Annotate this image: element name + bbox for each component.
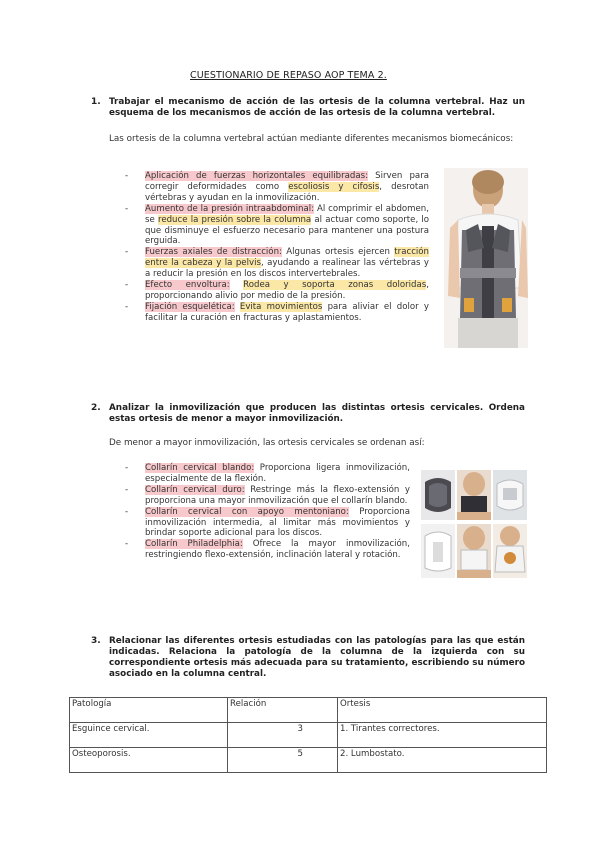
table-header-row <box>70 698 547 723</box>
list-item: - Fijación esquelética: Evita movimientos para aliviar el dolor y facilitar la curación en fracturas y aplastamientos. <box>125 301 429 323</box>
relation-table <box>69 697 547 773</box>
header-ortesis: Ortesis <box>338 698 547 723</box>
cell-relacion[interactable]: 3 <box>228 723 338 748</box>
question-2-list <box>125 463 410 561</box>
question-1-number: 1. <box>91 97 101 107</box>
header-patologia: Patología <box>70 698 228 723</box>
list-item: - Collarín cervical blando: Proporciona ligera inmovilización, especialmente de la flexión. <box>125 463 410 484</box>
list-item: - Aumento de la presión intraabdominal: Al comprimir el abdomen, se reduce la presión sobre la columna al actuar como soporte, lo que disminuye el esfuerzo necesario para mantener una postura erguida. <box>125 203 430 247</box>
question-1-text: Trabajar el mecanismo de acción de las ortesis de la columna vertebral. Haz un esquema de los mecanismos de acción de las ortesis de la columna vertebral. <box>109 97 525 118</box>
question-1-intro: Las ortesis de la columna vertebral actúan mediante diferentes mecanismos biomecánicos: <box>109 134 514 144</box>
spinal-brace-photo <box>444 168 528 348</box>
table-row <box>70 748 547 773</box>
list-item: - Efecto envoltura: Rodea y soporta zonas doloridas, proporcionando alivio por medio de la presión. <box>125 280 429 301</box>
cell-ortesis: 2. Lumbostato. <box>338 748 547 773</box>
question-1-list <box>125 171 430 324</box>
list-item: - Fuerzas axiales de distracción: Algunas ortesis ejercen tracción entre la cabeza y la pelvis, ayudando a realinear las vértebras y a reducir la presión en los discos intervertebrales. <box>125 247 430 280</box>
cell-patologia: Esguince cervical. <box>70 723 228 748</box>
document-title: CUESTIONARIO DE REPASO AOP TEMA 2. <box>190 70 387 81</box>
question-2-text: Analizar la inmovilización que producen las distintas ortesis cervicales. Ordena estas ortesis de menor a mayor inmovilización. <box>109 403 525 424</box>
question-2-intro: De menor a mayor inmovilización, las ortesis cervicales se ordenan así: <box>109 438 425 448</box>
question-2-number: 2. <box>91 403 101 413</box>
question-3-text: Relacionar las diferentes ortesis estudiadas con las patologías para las que están indicadas. Relaciona la patología de la columna de la izquierda con su correspondiente ortesis más adecuada para su tratamiento, escribiendo su número asociado en la columna central. <box>109 636 525 679</box>
cell-patologia: Osteoporosis. <box>70 748 228 773</box>
list-item: - Collarín cervical duro: Restringe más la flexo-extensión y proporciona una mayor inmovilización que el collarín blando. <box>125 484 410 506</box>
list-item: - Collarín Philadelphia: Ofrece la mayor inmovilización, restringiendo flexo-extensión, inclinación lateral y rotación. <box>125 539 410 561</box>
cell-relacion[interactable]: 5 <box>228 748 338 773</box>
cervical-collars-photo <box>421 470 527 578</box>
table-row <box>70 723 547 748</box>
list-item: - Aplicación de fuerzas horizontales equilibradas: Sirven para corregir deformidades como escoliosis y cifosis, desrotan vértebras y ayudan en la inmovilización. <box>125 171 429 203</box>
question-3-number: 3. <box>91 636 101 646</box>
cell-ortesis: 1. Tirantes correctores. <box>338 723 547 748</box>
header-relacion: Relación <box>228 698 338 723</box>
list-item: - Collarín cervical con apoyo mentoniano: Proporciona inmovilización intermedia, al limitar más movimientos y brindar soporte adicional para los discos. <box>125 506 410 539</box>
